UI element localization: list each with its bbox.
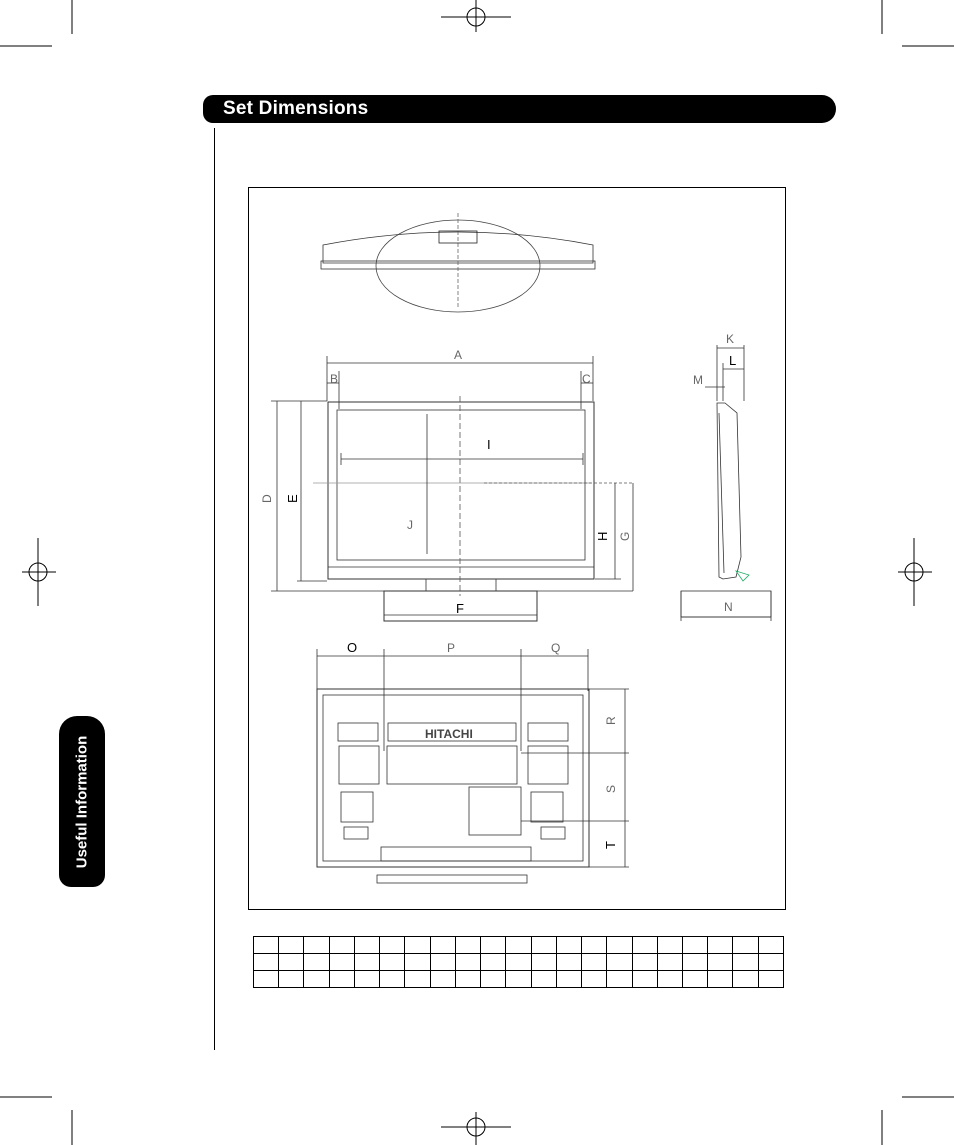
label-j: J xyxy=(407,518,413,532)
table-cell xyxy=(556,954,581,971)
brand-logo: HITACHI xyxy=(425,727,473,741)
table-cell xyxy=(733,937,758,954)
label-h: H xyxy=(595,531,610,541)
label-g: G xyxy=(618,531,632,541)
table-cell xyxy=(380,937,405,954)
label-s: S xyxy=(604,784,618,793)
table-cell xyxy=(455,937,480,954)
label-o: O xyxy=(347,640,358,655)
table-cell xyxy=(607,954,632,971)
table-cell xyxy=(279,971,304,988)
label-a: A xyxy=(454,348,463,362)
label-t: T xyxy=(603,841,618,849)
table-cell xyxy=(430,954,455,971)
side-tab xyxy=(59,716,105,887)
front-view xyxy=(271,356,633,621)
label-l: L xyxy=(729,353,737,368)
table-cell xyxy=(254,954,279,971)
table-cell xyxy=(682,971,707,988)
table-cell xyxy=(657,971,682,988)
label-p: P xyxy=(447,641,456,655)
diagram-frame xyxy=(248,187,786,910)
table-row xyxy=(254,954,784,971)
table-cell xyxy=(481,954,506,971)
label-q: Q xyxy=(551,641,561,655)
table-cell xyxy=(405,937,430,954)
table-cell xyxy=(582,954,607,971)
label-i: I xyxy=(487,437,491,452)
table-cell xyxy=(708,937,733,954)
table-cell xyxy=(455,971,480,988)
table-cell xyxy=(430,971,455,988)
table-cell xyxy=(708,971,733,988)
table-cell xyxy=(329,937,354,954)
table-cell xyxy=(758,954,783,971)
table-cell xyxy=(254,937,279,954)
table-cell xyxy=(632,971,657,988)
label-c: C xyxy=(582,372,591,386)
table-cell xyxy=(758,971,783,988)
table-cell xyxy=(733,954,758,971)
label-m: M xyxy=(693,373,703,387)
table-cell xyxy=(405,971,430,988)
table-cell xyxy=(657,954,682,971)
table-cell xyxy=(582,971,607,988)
table-cell xyxy=(733,971,758,988)
table-cell xyxy=(354,971,379,988)
table-cell xyxy=(682,954,707,971)
table-cell xyxy=(254,971,279,988)
table-cell xyxy=(380,954,405,971)
tv-dimension-drawing xyxy=(249,188,787,911)
table-cell xyxy=(582,937,607,954)
table-cell xyxy=(354,954,379,971)
table-cell xyxy=(531,971,556,988)
table-cell xyxy=(556,937,581,954)
table-cell xyxy=(607,937,632,954)
label-f: F xyxy=(456,601,464,616)
table-cell xyxy=(304,954,329,971)
table-row xyxy=(254,971,784,988)
table-cell xyxy=(430,937,455,954)
label-n: N xyxy=(724,600,733,614)
table-cell xyxy=(329,954,354,971)
table-cell xyxy=(506,937,531,954)
table-cell xyxy=(758,937,783,954)
table-cell xyxy=(455,954,480,971)
table-cell xyxy=(632,937,657,954)
table-row xyxy=(254,937,784,954)
table-cell xyxy=(531,937,556,954)
table-cell xyxy=(481,971,506,988)
table-cell xyxy=(279,937,304,954)
table-cell xyxy=(531,954,556,971)
table-cell xyxy=(556,971,581,988)
table-cell xyxy=(329,971,354,988)
table-cell xyxy=(708,954,733,971)
section-title-bar xyxy=(203,95,836,123)
label-e: E xyxy=(285,494,300,503)
vertical-rule xyxy=(214,128,215,1050)
table-cell xyxy=(279,954,304,971)
label-k: K xyxy=(726,332,735,346)
table-cell xyxy=(354,937,379,954)
table-cell xyxy=(405,954,430,971)
table-cell xyxy=(657,937,682,954)
table-cell xyxy=(682,937,707,954)
table-cell xyxy=(304,937,329,954)
table-cell xyxy=(481,937,506,954)
table-cell xyxy=(632,954,657,971)
page-title: Set Dimensions xyxy=(223,98,369,119)
table-cell xyxy=(506,971,531,988)
table-cell xyxy=(506,954,531,971)
label-d: D xyxy=(260,494,274,503)
label-b: B xyxy=(330,372,339,386)
table-cell xyxy=(380,971,405,988)
table-cell xyxy=(607,971,632,988)
rear-view xyxy=(317,649,629,883)
table-cell xyxy=(304,971,329,988)
top-view xyxy=(321,213,595,312)
label-r: R xyxy=(604,716,618,725)
dimension-table xyxy=(253,936,784,988)
side-tab-label: Useful Information xyxy=(73,735,91,869)
